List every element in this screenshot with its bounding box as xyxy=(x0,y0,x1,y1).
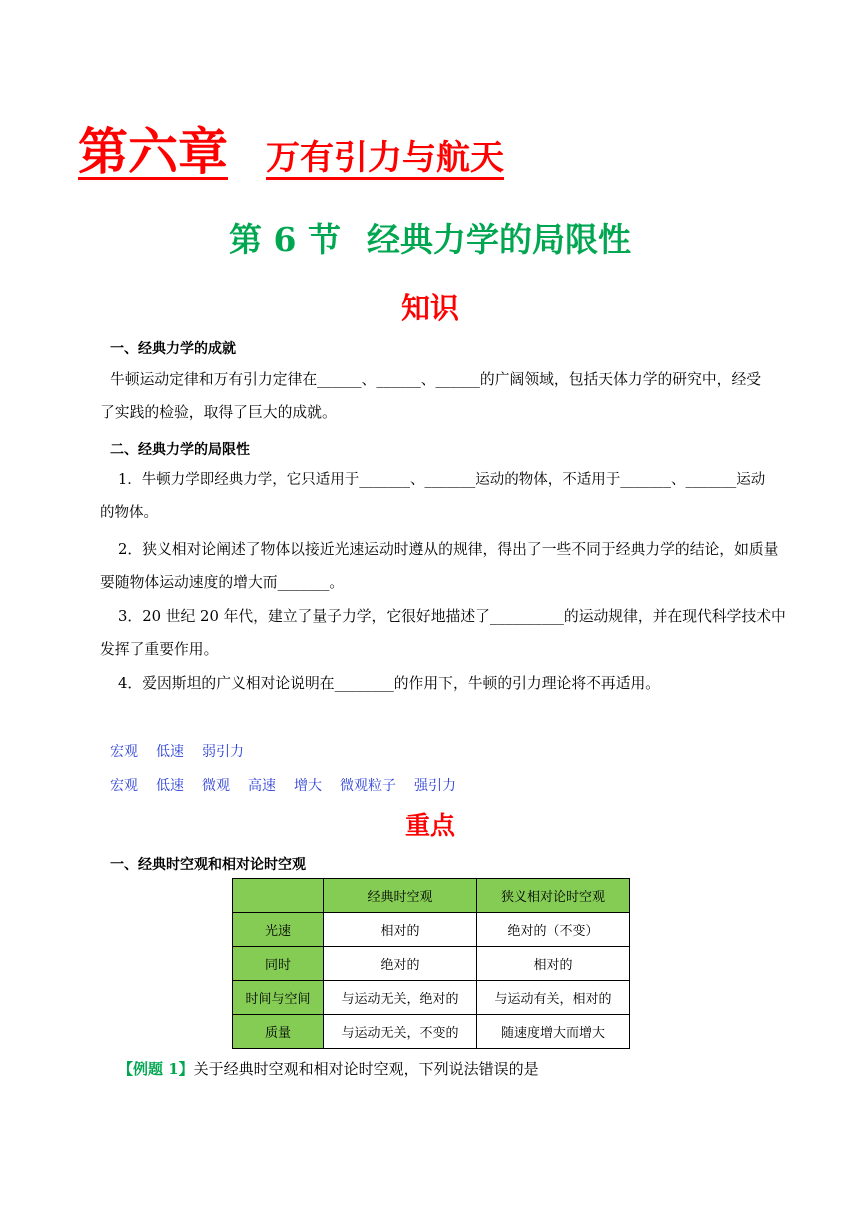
chapter-number: 第六章 xyxy=(78,122,228,181)
answer-item: 宏观 xyxy=(110,744,138,760)
section-title xyxy=(0,214,860,261)
table-cell: 与运动无关，绝对的 xyxy=(324,981,477,1015)
example-tag: 【例题 1】 xyxy=(118,1060,194,1078)
knowledge-heading: 知识 xyxy=(400,291,459,325)
paragraph-limit-2 xyxy=(100,533,790,599)
paragraph-achievement xyxy=(100,363,782,429)
table-cell: 绝对的（不变） xyxy=(477,913,630,947)
paragraph-line: 2．狭义相对论阐述了物体以接近光速运动时遵从的规律，得出了一些不同于经典力学的结论，如质量 xyxy=(118,541,779,558)
table-cell: 与运动有关，相对的 xyxy=(477,981,630,1015)
answer-item: 强引力 xyxy=(414,778,456,794)
answer-item: 增大 xyxy=(294,778,322,794)
keypoints-subheading-1: 一、经典时空观和相对论时空观 xyxy=(110,857,306,873)
paragraph-line: 发挥了重要作用。 xyxy=(100,641,219,658)
table-row xyxy=(233,981,630,1015)
knowledge-subheading-2: 二、经典力学的局限性 xyxy=(110,442,250,458)
section-name: 经典力学的局限性 xyxy=(366,220,631,259)
table-row xyxy=(233,1015,630,1049)
answer-item: 低速 xyxy=(156,778,184,794)
table-row xyxy=(233,913,630,947)
paragraph-limit-1 xyxy=(100,464,790,530)
paragraph-line: 1．牛顿力学即经典力学，它只适用于_______、_______运动的物体，不适用于_______、_______运动 xyxy=(118,472,766,488)
table-row-label: 时间与空间 xyxy=(233,981,324,1015)
spacetime-comparison-table xyxy=(232,878,630,1049)
answers-row-2 xyxy=(110,775,474,795)
answer-item: 高速 xyxy=(248,778,276,794)
table-header-cell: 经典时空观 xyxy=(324,879,477,913)
paragraph-line: 牛顿运动定律和万有引力定律在______、______、______的广阔领域，包括天体力学的研究中，经受 xyxy=(110,371,762,388)
paragraph-line: 要随物体运动速度的增大而_______。 xyxy=(100,574,345,591)
answer-item: 低速 xyxy=(156,744,184,760)
table-header-cell xyxy=(233,879,324,913)
table-row-label: 光速 xyxy=(233,913,324,947)
answer-item: 弱引力 xyxy=(202,744,244,760)
keypoints-heading: 重点 xyxy=(404,811,455,840)
paragraph-line: 3．20 世纪 20 年代，建立了量子力学，它很好地描述了__________的运动规律，并在现代科学技术中 xyxy=(118,608,786,625)
example-text: 关于经典时空观和相对论时空观，下列说法错误的是 xyxy=(193,1060,539,1078)
table-cell: 相对的 xyxy=(477,947,630,981)
example-question xyxy=(118,1058,539,1079)
table-row xyxy=(233,947,630,981)
answer-item: 宏观 xyxy=(110,778,138,794)
answers-row-1 xyxy=(110,741,262,761)
table-row-label: 质量 xyxy=(233,1015,324,1049)
answer-item: 微观 xyxy=(202,778,230,794)
knowledge-subheading-1: 一、经典力学的成就 xyxy=(110,341,236,357)
section-number: 第 6 节 xyxy=(229,220,341,259)
table-row-label: 同时 xyxy=(233,947,324,981)
paragraph-line: 4．爱因斯坦的广义相对论说明在________的作用下，牛顿的引力理论将不再适用。 xyxy=(118,675,661,692)
table-header-row xyxy=(233,879,630,913)
table-cell: 与运动无关，不变的 xyxy=(324,1015,477,1049)
paragraph-limit-4 xyxy=(118,667,790,700)
answer-item: 微观粒子 xyxy=(340,778,396,794)
table-cell: 绝对的 xyxy=(324,947,477,981)
paragraph-line: 的物体。 xyxy=(100,505,158,521)
table-cell: 相对的 xyxy=(324,913,477,947)
table-cell: 随速度增大而增大 xyxy=(477,1015,630,1049)
chapter-title xyxy=(78,112,504,184)
table-header-cell: 狭义相对论时空观 xyxy=(477,879,630,913)
paragraph-limit-3 xyxy=(100,600,790,666)
chapter-name: 万有引力与航天 xyxy=(266,138,504,178)
paragraph-line: 了实践的检验，取得了巨大的成就。 xyxy=(100,404,337,421)
